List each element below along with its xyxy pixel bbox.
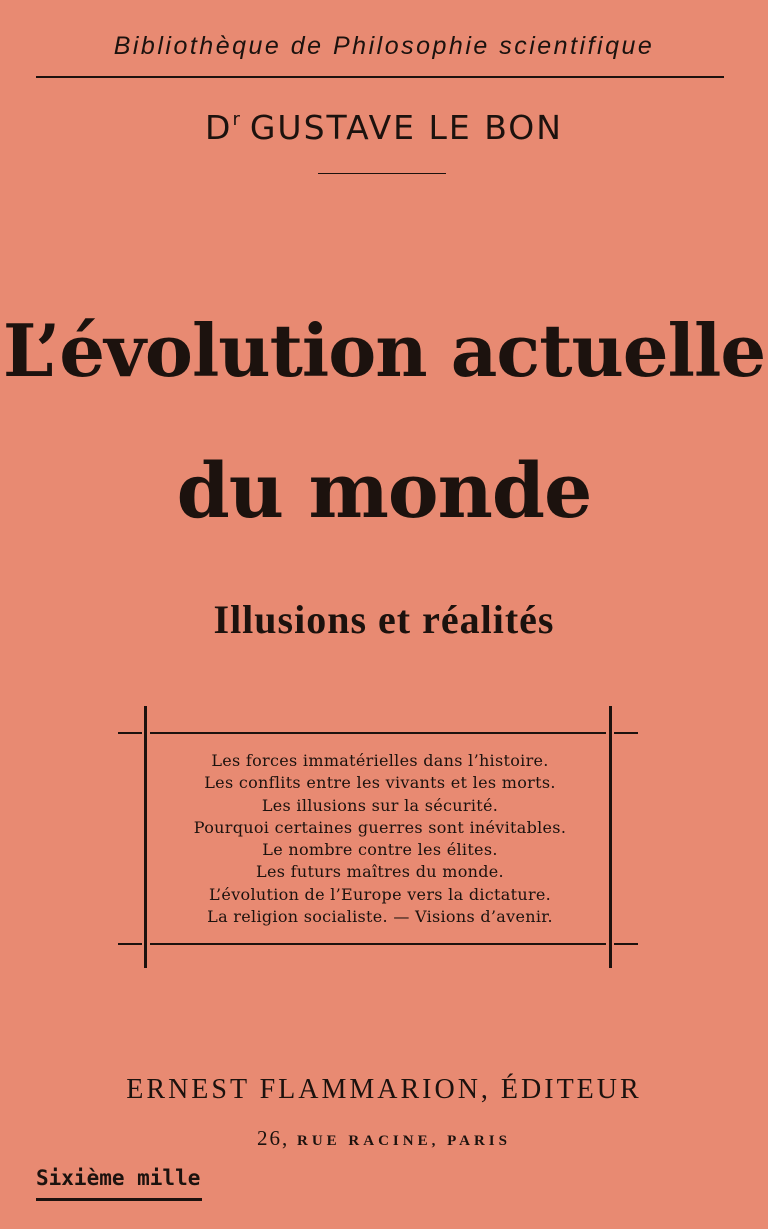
book-title-line1: L’évolution actuelle [2,308,766,393]
book-subtitle: Illusions et réalités [213,597,555,642]
contents-item: Les illusions sur la sécurité. [261,795,499,815]
edition-label: Sixième mille [36,1166,201,1190]
top-divider [36,76,724,78]
author-prefix: D [205,108,233,147]
contents-list [150,750,610,928]
author-divider [318,173,446,174]
publisher-name: ERNEST FLAMMARION, ÉDITEUR [126,1074,642,1105]
address-number: 26, [257,1126,290,1150]
frame-left-line [144,706,147,968]
author-line [0,108,768,147]
frame-top-line [150,732,606,734]
frame-bottom-line [150,943,606,945]
author-prefix-sup: r [232,109,242,130]
publisher-address [0,1126,768,1151]
frame-tick-bottom-right [614,943,638,945]
frame-tick-bottom-left [118,943,142,945]
contents-item: Les forces immatérielles dans l’histoire. [211,751,549,770]
contents-item: Les futurs maîtres du monde. [256,862,504,882]
contents-item: Pourquoi certaines guerres sont inévitables. [193,817,567,837]
contents-item: Le nombre contre les élites. [262,840,498,860]
edition-underline [36,1198,202,1201]
contents-item: La religion socialiste. — Visions d’avenir. [207,907,553,927]
frame-tick-top-right [614,732,638,734]
contents-item: L’évolution de l’Europe vers la dictature. [208,884,552,904]
frame-tick-top-left [118,732,142,734]
book-title-line2: du monde [176,446,592,535]
series-title: Bibliothèque de Philosophie scientifique [113,32,655,60]
author-name: GUSTAVE LE BON [249,108,563,147]
contents-item: Les conflits entre les vivants et les morts. [204,773,556,793]
address-street: RUE RACINE, PARIS [297,1133,511,1149]
